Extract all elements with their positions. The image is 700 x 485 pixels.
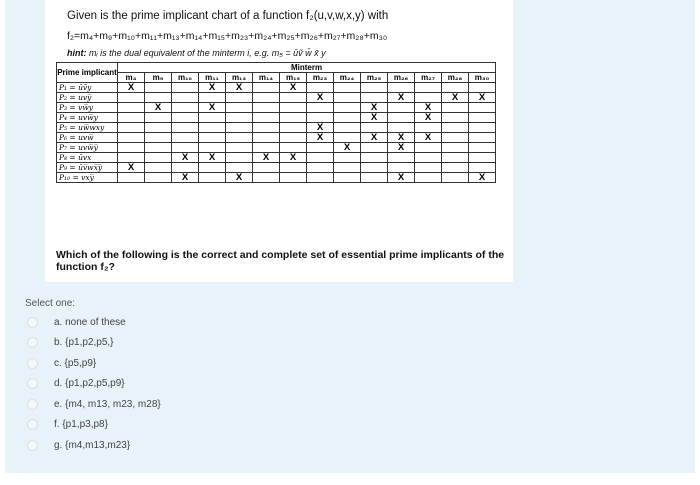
minterm-header: m₃₀ (469, 73, 496, 83)
chart-cell (415, 83, 442, 93)
chart-cell (118, 133, 145, 143)
chart-cell (280, 103, 307, 113)
answer-option[interactable] (27, 397, 161, 411)
implicant-label: P₁ = ūṽy (57, 83, 118, 93)
chart-cell (361, 173, 388, 183)
function-definition: f₂=m₄+m₉+m₁₀+m₁₁+m₁₃+m₁₄+m₁₅+m₂₃+m₂₄+m₂₅+m₂₆+m₂₇+m₂₈+m₃₀ (67, 30, 388, 42)
minterm-header: m₁₅ (280, 73, 307, 83)
implicant-label: P₁₀ = vxy̅ (57, 173, 118, 183)
chart-cell (280, 123, 307, 133)
chart-cell (415, 123, 442, 133)
chart-cell (280, 143, 307, 153)
coverage-mark: X (118, 83, 145, 93)
chart-cell (307, 173, 334, 183)
radio-button[interactable] (27, 419, 38, 430)
chart-cell (307, 103, 334, 113)
chart-cell (172, 133, 199, 143)
implicant-row (57, 103, 496, 113)
chart-cell (334, 133, 361, 143)
chart-cell (334, 113, 361, 123)
hint-label: hint: (67, 48, 87, 58)
coverage-mark: X (388, 133, 415, 143)
chart-cell (118, 153, 145, 163)
coverage-mark: X (199, 103, 226, 113)
coverage-mark: X (415, 103, 442, 113)
chart-cell (361, 83, 388, 93)
chart-cell (442, 153, 469, 163)
option-label[interactable]: c. {p5,p9} (54, 357, 97, 369)
minterm-header: m₂₃ (307, 73, 334, 83)
chart-cell (307, 83, 334, 93)
coverage-mark: X (118, 163, 145, 173)
coverage-mark: X (226, 83, 253, 93)
chart-cell (334, 83, 361, 93)
answer-option[interactable] (27, 336, 114, 350)
chart-cell (442, 133, 469, 143)
chart-cell (172, 143, 199, 153)
chart-cell (361, 163, 388, 173)
answer-option[interactable] (27, 356, 96, 370)
minterm-header: m₁₄ (253, 73, 280, 83)
chart-cell (118, 173, 145, 183)
chart-cell (145, 113, 172, 123)
chart-cell (469, 113, 496, 123)
implicant-row (57, 163, 496, 173)
coverage-mark: X (199, 153, 226, 163)
coverage-mark: X (172, 173, 199, 183)
chart-cell (415, 153, 442, 163)
chart-cell (226, 113, 253, 123)
chart-cell (172, 113, 199, 123)
chart-cell (253, 93, 280, 103)
implicant-label: P₇ = uvw̅y̅ (57, 143, 118, 153)
minterm-header-row (57, 73, 496, 83)
implicant-row (57, 93, 496, 103)
minterm-header: m₁₃ (226, 73, 253, 83)
implicant-row (57, 133, 496, 143)
minterm-header: m₂₄ (334, 73, 361, 83)
chart-cell (172, 103, 199, 113)
chart-cell (172, 93, 199, 103)
coverage-mark: X (361, 103, 388, 113)
chart-cell (442, 173, 469, 183)
coverage-mark: X (145, 103, 172, 113)
chart-cell (118, 103, 145, 113)
chart-cell (469, 103, 496, 113)
chart-cell (415, 163, 442, 173)
minterm-group-header: Minterm (118, 63, 496, 73)
answer-option[interactable] (27, 377, 125, 391)
chart-cell (388, 123, 415, 133)
chart-cell (199, 93, 226, 103)
implicant-label: P₄ = uvw̅y (57, 113, 118, 123)
chart-cell (253, 163, 280, 173)
minterm-header: m₂₇ (415, 73, 442, 83)
implicant-label: P₃ = vw̅y (57, 103, 118, 113)
chart-cell (442, 163, 469, 173)
minterm-header: m₁₁ (199, 73, 226, 83)
chart-cell (442, 143, 469, 153)
chart-cell (199, 173, 226, 183)
implicant-row (57, 123, 496, 133)
option-label[interactable]: e. {m4, m13, m23, m28} (54, 398, 161, 410)
question-panel (5, 0, 695, 473)
chart-cell (469, 133, 496, 143)
implicant-row (57, 113, 496, 123)
chart-cell (334, 93, 361, 103)
minterm-header: m₄ (118, 73, 145, 83)
coverage-mark: X (334, 143, 361, 153)
chart-cell (388, 153, 415, 163)
hint-text (67, 48, 326, 58)
chart-cell (226, 103, 253, 113)
radio-button[interactable] (27, 358, 38, 369)
chart-cell (145, 83, 172, 93)
chart-cell (199, 143, 226, 153)
chart-cell (253, 173, 280, 183)
chart-cell (388, 103, 415, 113)
minterm-header: m₂₆ (388, 73, 415, 83)
chart-cell (280, 93, 307, 103)
coverage-mark: X (280, 153, 307, 163)
chart-cell (253, 103, 280, 113)
chart-cell (280, 163, 307, 173)
chart-cell (253, 113, 280, 123)
chart-cell (253, 83, 280, 93)
coverage-mark: X (388, 143, 415, 153)
coverage-mark: X (388, 173, 415, 183)
question-image (45, 0, 513, 282)
coverage-mark: X (361, 113, 388, 123)
chart-cell (226, 133, 253, 143)
chart-cell (415, 173, 442, 183)
chart-cell (253, 133, 280, 143)
question-intro: Given is the prime implicant chart of a function f₂(u,v,w,x,y) with (67, 10, 389, 22)
chart-cell (388, 163, 415, 173)
chart-cell (307, 153, 334, 163)
implicant-label: P₉ = ūv̅wx̅y̅ (57, 163, 118, 173)
coverage-mark: X (415, 133, 442, 143)
chart-cell (145, 123, 172, 133)
option-label[interactable]: g. {m4,m13,m23} (54, 439, 131, 451)
coverage-mark: X (388, 93, 415, 103)
chart-cell (199, 133, 226, 143)
minterm-header: m₁₀ (172, 73, 199, 83)
chart-cell (469, 83, 496, 93)
chart-cell (226, 163, 253, 173)
chart-cell (415, 93, 442, 103)
chart-cell (226, 93, 253, 103)
chart-cell (388, 83, 415, 93)
option-label[interactable]: b. {p1,p2,p5,} (54, 337, 114, 348)
implicant-row (57, 173, 496, 183)
chart-cell (145, 173, 172, 183)
answer-option[interactable] (27, 418, 108, 432)
chart-cell (145, 133, 172, 143)
coverage-mark: X (442, 93, 469, 103)
prime-implicant-header: Prime implicant (57, 63, 118, 83)
radio-button[interactable] (27, 378, 38, 389)
option-label[interactable]: d. {p1,p2,p5,p9} (54, 378, 125, 389)
chart-cell (199, 123, 226, 133)
chart-cell (361, 93, 388, 103)
radio-button[interactable] (27, 440, 38, 451)
answer-option[interactable] (27, 315, 126, 329)
coverage-mark: X (361, 133, 388, 143)
minterm-header: m₉ (145, 73, 172, 83)
coverage-mark: X (253, 153, 280, 163)
implicant-label: P₅ = uw̅wxy (57, 123, 118, 133)
implicant-label: P₂ = uvy̅ (57, 93, 118, 103)
option-label[interactable]: f. {p1,p3,p8} (54, 419, 108, 430)
chart-cell (469, 123, 496, 133)
chart-cell (172, 163, 199, 173)
minterm-header: m₂₈ (442, 73, 469, 83)
implicant-label: P₈ = ūvx (57, 153, 118, 163)
minterm-header: m₂₅ (361, 73, 388, 83)
chart-cell (253, 143, 280, 153)
chart-cell (469, 153, 496, 163)
chart-cell (145, 163, 172, 173)
chart-cell (388, 113, 415, 123)
chart-cell (334, 153, 361, 163)
implicant-row (57, 153, 496, 163)
chart-cell (145, 143, 172, 153)
chart-cell (334, 173, 361, 183)
prime-implicant-chart (56, 62, 496, 183)
coverage-mark: X (307, 123, 334, 133)
chart-cell (334, 163, 361, 173)
chart-cell (226, 143, 253, 153)
answer-option[interactable] (27, 438, 130, 452)
chart-cell (361, 143, 388, 153)
chart-cell (442, 113, 469, 123)
chart-cell (442, 123, 469, 133)
coverage-mark: X (469, 93, 496, 103)
chart-cell (226, 153, 253, 163)
implicant-label: P₆ = uvw̅ (57, 133, 118, 143)
coverage-mark: X (172, 153, 199, 163)
coverage-mark: X (415, 113, 442, 123)
chart-cell (469, 163, 496, 173)
chart-cell (361, 123, 388, 133)
question-prompt: Which of the following is the correct and complete set of essential prime implicants of the function f₂? (56, 249, 505, 273)
option-label[interactable]: a. none of these (54, 316, 126, 328)
chart-cell (280, 173, 307, 183)
hint-body: mᵢ is the dual equivalent of the minterm i, e.g. m₅ = ūṽ w̄ x̄ y (86, 48, 326, 58)
coverage-mark: X (307, 93, 334, 103)
coverage-mark: X (226, 173, 253, 183)
chart-cell (442, 83, 469, 93)
chart-cell (118, 123, 145, 133)
chart-cell (334, 123, 361, 133)
chart-cell (361, 153, 388, 163)
radio-button[interactable] (27, 337, 38, 348)
coverage-mark: X (199, 83, 226, 93)
chart-cell (145, 93, 172, 103)
chart-cell (280, 133, 307, 143)
chart-cell (469, 143, 496, 153)
chart-cell (118, 93, 145, 103)
select-one-label: Select one: (25, 298, 76, 309)
chart-cell (172, 123, 199, 133)
coverage-mark: X (280, 83, 307, 93)
chart-cell (199, 163, 226, 173)
chart-cell (118, 143, 145, 153)
chart-cell (172, 83, 199, 93)
coverage-mark: X (307, 133, 334, 143)
chart-cell (253, 123, 280, 133)
chart-cell (307, 113, 334, 123)
coverage-mark: X (469, 173, 496, 183)
radio-button[interactable] (27, 317, 38, 328)
chart-cell (226, 123, 253, 133)
implicant-row (57, 83, 496, 93)
chart-cell (118, 113, 145, 123)
chart-cell (307, 163, 334, 173)
chart-cell (307, 143, 334, 153)
chart-cell (442, 103, 469, 113)
implicant-row (57, 143, 496, 153)
radio-button[interactable] (27, 399, 38, 410)
chart-cell (334, 103, 361, 113)
chart-cell (280, 113, 307, 123)
chart-cell (199, 113, 226, 123)
chart-cell (415, 143, 442, 153)
chart-cell (145, 153, 172, 163)
